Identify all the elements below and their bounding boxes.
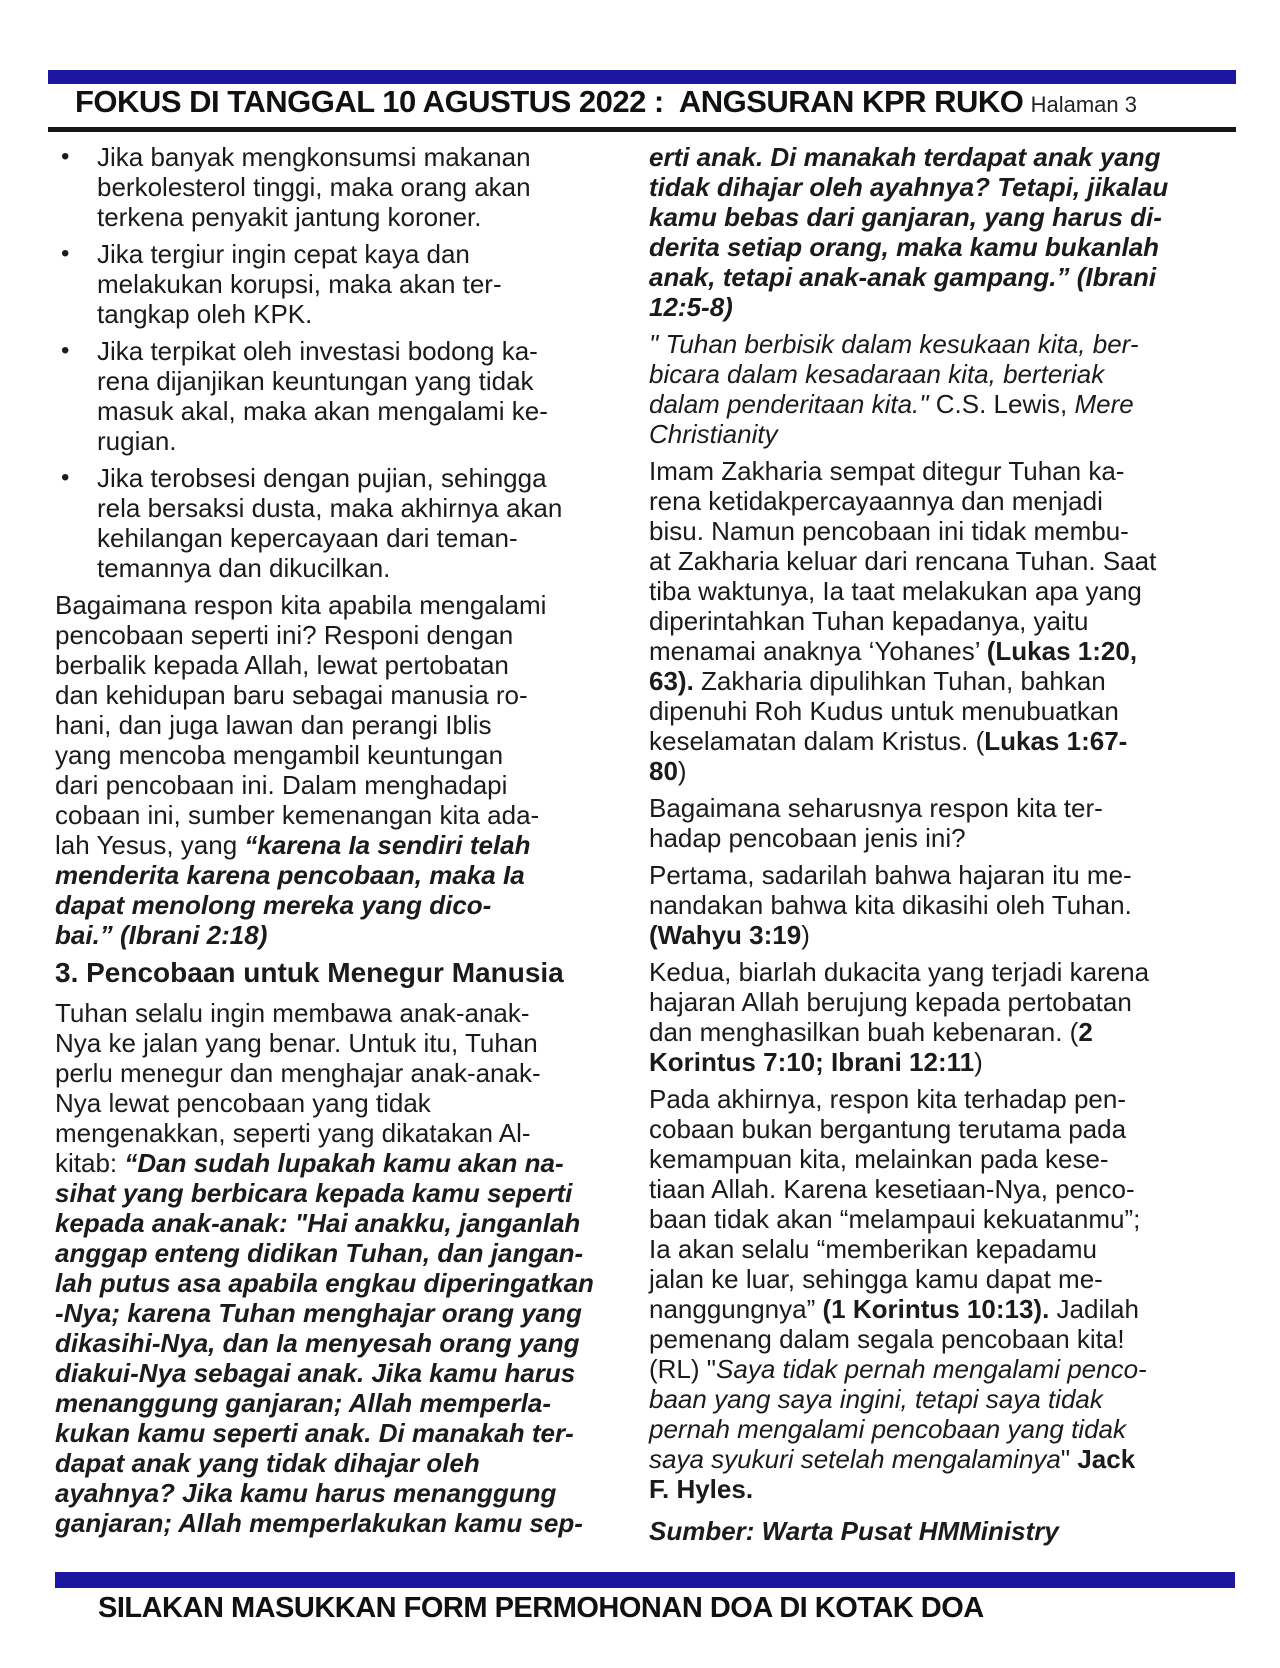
text-run: diperintahkan Tuhan kepadanya, yaitu [649,606,1089,636]
text-run: Jika tergiur ingin cepat kaya dan [97,239,470,269]
text-run: “karena Ia sendiri telah [244,830,531,860]
text-run: dikasihi-Nya, dan Ia menyesah orang yang [55,1328,580,1358]
text-run: Pada akhirnya, respon kita terhadap pen- [649,1084,1126,1114]
text-run: nanggungnya” [649,1294,823,1324]
text-run: pemenang dalam segala pencobaan kita! [649,1324,1125,1354]
text-run: temannya dan dikucilkan. [97,553,391,583]
text-run: Lukas 1:67- [984,726,1128,756]
right-column [649,142,1201,1553]
text-run: menderita karena pencobaan, maka Ia [55,860,525,890]
source-line [649,1516,1201,1546]
text-run: masuk akal, maka akan mengalami ke- [97,396,548,426]
text-run: " [1060,1444,1078,1474]
text-run: C.S. Lewis, [928,389,1075,419]
text-run: hani, dan juga lawan dan perangi Iblis [55,710,492,740]
text-run: pencobaan seperti ini? Responi dengan [55,620,514,650]
text-run: nandakan bahwa kita dikasihi oleh Tuhan. [649,890,1132,920]
text-run: ganjaran; Allah memperlakukan kamu sep- [55,1508,583,1538]
text-run: menamai anaknya ‘Yohanes’ [649,636,987,666]
text-run: dalam penderitaan kita." [649,389,929,419]
text-run: dipenuhi Roh Kudus untuk menubuatkan [649,696,1119,726]
text-run: menanggung ganjaran; Allah memperla- [55,1388,552,1418]
bullet-item [55,336,627,456]
text-run: Christianity [649,419,778,449]
bullet-icon: • [61,143,70,170]
bullet-icon: • [61,337,70,364]
paragraph [55,998,627,1538]
paragraph [649,329,1201,449]
text-run: rena dijanjikan keuntungan yang tidak [97,366,534,396]
text-run: 12:5-8) [649,292,733,322]
page-number: Halaman 3 [1030,92,1137,117]
text-run: Pertama, sadarilah bahwa hajaran itu me- [649,860,1132,890]
text-run: keselamatan dalam Kristus. ( [649,726,985,756]
text-run: Saya tidak pernah mengalami penco- [716,1354,1147,1384]
text-run: mengenakkan, seperti yang dikatakan Al- [55,1118,531,1148]
text-run: (1 Korintus 10:13). [822,1294,1050,1324]
text-run: Tuhan selalu ingin membawa anak-anak- [55,998,530,1028]
bottom-accent-bar [55,1572,1235,1588]
text-run: tangkap oleh KPK. [97,299,313,329]
paragraph [649,456,1201,786]
top-accent-bar [48,70,1236,84]
text-run: lah Yesus, yang [55,830,245,860]
text-run: baan yang saya ingini, tetapi saya tidak [649,1384,1103,1414]
text-run: dapat anak yang tidak dihajar oleh [55,1448,480,1478]
text-run: dan menghasilkan buah kebenaran. ( [649,1017,1079,1047]
text-run: (Lukas 1:20, [986,636,1138,666]
section-heading [55,957,627,989]
text-run: ayahnya? Jika kamu harus menanggung [55,1478,557,1508]
text-run: rugian. [97,426,177,456]
text-run: anggap enteng didikan Tuhan, dan jangan- [55,1238,584,1268]
bullet-item [55,463,627,583]
paragraph [649,142,1201,322]
text-run: diakui-Nya sebagai anak. Jika kamu harus [55,1358,576,1388]
text-run: Jika terpikat oleh investasi bodong ka- [97,336,538,366]
left-column [55,142,627,1553]
text-run: Jika banyak mengkonsumsi makanan [97,142,531,172]
text-run: (Wahyu 3:19 [649,920,802,950]
text-run: berkolesterol tinggi, maka orang akan [97,172,531,202]
paragraph [55,590,627,950]
text-run: kukan kamu seperti anak. Di manakah ter- [55,1418,574,1448]
text-run: Jack [1077,1444,1136,1474]
bullet-text [97,336,627,456]
text-run: Nya lewat pencobaan yang tidak [55,1088,431,1118]
text-run: 3. Pencobaan untuk Menegur Manusia [55,957,564,988]
text-run: at Zakharia keluar dari rencana Tuhan. Saat [649,546,1157,576]
text-run: " Tuhan berbisik dalam kesukaan kita, ber- [649,329,1139,359]
text-run: tiba waktunya, Ia taat melakukan apa yang [649,576,1142,606]
text-run: terkena penyakit jantung koroner. [97,202,482,232]
text-run: Mere [1074,389,1134,419]
text-run: 80 [649,756,678,786]
text-run: kepada anak-anak: "Hai anakku, janganlah [55,1208,581,1238]
paragraph [649,1084,1201,1504]
text-run: cobaan bukan bergantung terutama pada [649,1114,1127,1144]
bullet-icon: • [61,240,70,267]
text-run: Bagaimana seharusnya respon kita ter- [649,793,1103,823]
text-run: ) [677,756,687,786]
text-run: berbalik kepada Allah, lewat pertobatan [55,650,509,680]
text-run: jalan ke luar, sehingga kamu dapat me- [649,1264,1103,1294]
text-run: cobaan ini, sumber kemenangan kita ada- [55,800,540,830]
text-run: hadap pencobaan jenis ini? [649,823,966,853]
text-run: ) [801,920,810,950]
text-run: ) [974,1047,983,1077]
text-run: kamu bebas dari ganjaran, yang harus di- [649,202,1162,232]
text-run: Kedua, biarlah dukacita yang terjadi karena [649,957,1150,987]
bullet-item [55,239,627,329]
text-run: -Nya; karena Tuhan menghajar orang yang [55,1298,582,1328]
footer-text: SILAKAN MASUKKAN FORM PERMOHONAN DOA DI KOTAK DOA [98,1592,984,1624]
article-columns [55,142,1240,1553]
text-run: Sumber: Warta Pusat HMMinistry [649,1516,1059,1546]
bullet-text [97,142,627,232]
text-run: dari pencobaan ini. Dalam menghadapi [55,770,508,800]
bullet-item [55,142,627,232]
header-title: FOKUS DI TANGGAL 10 AGUSTUS 2022 : ANGSURAN KPR RUKO [75,84,1024,119]
text-run: Bagaimana respon kita apabila mengalami [55,590,547,620]
text-run: pernah mengalami pencobaan yang tidak [649,1414,1127,1444]
text-run: bai.” (Ibrani 2:18) [55,920,268,950]
text-run: lah putus asa apabila engkau diperingatkan [55,1268,594,1298]
header [75,84,1137,120]
text-run: rena ketidakpercayaannya dan menjadi [649,486,1103,516]
text-run: kehilangan kepercayaan dari teman- [97,523,518,553]
text-run: bicara dalam kesadaraan kita, berteriak [649,359,1105,389]
bullet-text [97,463,627,583]
text-run: 63). [649,666,694,696]
text-run: Nya ke jalan yang benar. Untuk itu, Tuhan [55,1028,538,1058]
text-run: “Dan sudah lupakah kamu akan na- [124,1148,564,1178]
text-run: Jadilah [1049,1294,1139,1324]
paragraph [649,793,1201,853]
text-run: (RL) " [649,1354,717,1384]
text-run: sihat yang berbicara kepada kamu seperti [55,1178,573,1208]
text-run: tiaan Allah. Karena kesetiaan-Nya, penco- [649,1174,1135,1204]
text-run: yang mencoba mengambil keuntungan [55,740,504,770]
text-run: melakukan korupsi, maka akan ter- [97,269,502,299]
text-run: kemampuan kita, melainkan pada kese- [649,1144,1109,1174]
text-run: F. Hyles. [649,1474,754,1504]
text-run: anak, tetapi anak-anak gampang.” (Ibrani [649,262,1157,292]
text-run: baan tidak akan “melampaui kekuatanmu”; [649,1204,1141,1234]
text-run: tidak dihajar oleh ayahnya? Tetapi, jikalau [649,172,1169,202]
text-run: Zakharia dipulihkan Tuhan, bahkan [693,666,1106,696]
text-run: 2 [1078,1017,1093,1047]
text-run: erti anak. Di manakah terdapat anak yang [649,142,1161,172]
paragraph [649,860,1201,950]
text-run: rela bersaksi dusta, maka akhirnya akan [97,493,563,523]
text-run: bisu. Namun pencobaan ini tidak membu- [649,516,1129,546]
text-run: Korintus 7:10; Ibrani 12:11 [649,1047,975,1077]
text-run: Jika terobsesi dengan pujian, sehingga [97,463,547,493]
text-run: hajaran Allah berujung kepada pertobatan [649,987,1132,1017]
text-run: Ia akan selalu “memberikan kepadamu [649,1234,1098,1264]
bullet-icon: • [61,464,70,491]
text-run: saya syukuri setelah mengalaminya [649,1444,1061,1474]
paragraph [649,957,1201,1077]
text-run: dan kehidupan baru sebagai manusia ro- [55,680,528,710]
text-run: dapat menolong mereka yang dico- [55,890,492,920]
text-run: perlu menegur dan menghajar anak-anak- [55,1058,541,1088]
bullet-text [97,239,627,329]
text-run: Imam Zakharia sempat ditegur Tuhan ka- [649,456,1125,486]
text-run: derita setiap orang, maka kamu bukanlah [649,232,1160,262]
header-rule [48,127,1236,132]
text-run: kitab: [55,1148,125,1178]
